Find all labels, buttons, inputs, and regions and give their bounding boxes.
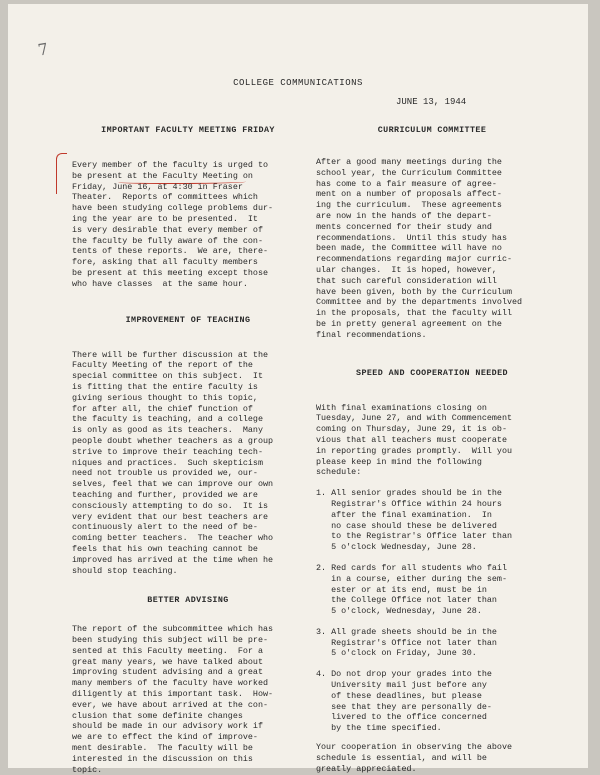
text-line: schedule is essential, and will be bbox=[316, 752, 487, 763]
text-line: ment on a number of proposals affect- bbox=[316, 189, 502, 200]
text-line: With final examinations closing on bbox=[316, 402, 487, 413]
text-line: we are to effect the kind of improve- bbox=[72, 732, 258, 743]
text-line: topic. bbox=[72, 764, 103, 775]
text-line: are now in the hands of the depart- bbox=[316, 210, 492, 221]
text-line: University mail just before any bbox=[316, 680, 487, 691]
text-line: diligently at this important task. How- bbox=[72, 689, 274, 700]
text-line: recommendations. Until this study has bbox=[316, 232, 507, 243]
text-line: be present at the Faculty Meeting on bbox=[72, 170, 253, 181]
text-line: should stop teaching. bbox=[72, 565, 178, 576]
text-line: 4. Do not drop your grades into the bbox=[316, 669, 492, 680]
text-line: livered to the office concerned bbox=[316, 712, 487, 723]
text-line: 3. All grade sheets should be in the bbox=[316, 626, 497, 637]
text-line: 5 o'clock on Friday, June 30. bbox=[316, 648, 477, 659]
text-line: 1. All senior grades should be in the bbox=[316, 488, 502, 499]
red-pencil-bracket bbox=[56, 153, 67, 194]
text-line: to the Registrar's Office later than bbox=[316, 531, 513, 542]
text-line: vious that all teachers must cooperate bbox=[316, 434, 507, 445]
section-heading-better-advising: BETTER ADVISING bbox=[147, 595, 229, 606]
text-line: Tuesday, June 27, and with Commencement bbox=[316, 413, 513, 424]
text-line: Every member of the faculty is urged to bbox=[72, 160, 269, 170]
text-line: strive to improve their teaching tech- bbox=[72, 446, 263, 457]
text-line: improved has arrived at the time when he bbox=[72, 554, 274, 565]
text-line: Friday, June 16, at 4:30 in Fraser bbox=[72, 181, 243, 192]
text-line: There will be further discussion at the bbox=[72, 349, 269, 360]
text-line: is very desirable that every member of bbox=[72, 224, 263, 235]
text-line: in a course, either during the sem- bbox=[316, 573, 507, 584]
text-line: for after all, the chief function of bbox=[72, 403, 253, 414]
text-line: Theater. Reports of committees which bbox=[72, 192, 258, 203]
text-line: been studying this subject will be pre- bbox=[72, 635, 269, 646]
text-line: greatly appreciated. bbox=[316, 763, 417, 774]
right-column bbox=[316, 124, 548, 774]
text-line: the College Office not later than bbox=[316, 595, 497, 606]
text-line: Faculty Meeting of the report of the bbox=[72, 360, 253, 371]
text-line: coming better teachers. The teacher who bbox=[72, 533, 274, 544]
left-column bbox=[72, 124, 304, 775]
text-line: recommendations regarding major curric- bbox=[316, 254, 513, 265]
memo-page bbox=[8, 4, 588, 775]
text-line: Your cooperation in observing the above bbox=[316, 742, 513, 753]
text-line: is fitting that the entire faculty is bbox=[72, 381, 258, 392]
section-heading-faculty-meeting: IMPORTANT FACULTY MEETING FRIDAY bbox=[101, 125, 275, 135]
text-line: in the proposals, that the faculty will bbox=[316, 308, 513, 319]
text-line: 2. Red cards for all students who fail bbox=[316, 562, 507, 573]
text-line: selves, feel that we can improve our own bbox=[72, 479, 274, 490]
text-line: ester or at its end, must be in bbox=[316, 584, 487, 595]
text-line: should be made in our advisory work if bbox=[72, 721, 263, 732]
text-line: ment desirable. The faculty will be bbox=[72, 743, 253, 754]
text-line: Registrar's Office not later than bbox=[316, 637, 497, 648]
text-line: great many years, we have talked about bbox=[72, 656, 263, 667]
text-line: the faculty be fully aware of the con- bbox=[72, 235, 263, 246]
text-line: by the time specified. bbox=[316, 723, 442, 734]
text-line: interested in the discussion on this bbox=[72, 753, 253, 764]
text-line: no case should these be delivered bbox=[316, 520, 497, 531]
schedule-item-2 bbox=[316, 563, 548, 617]
text-line: be present at this meeting except those bbox=[72, 267, 269, 278]
section-body-improvement-of-teaching bbox=[72, 350, 304, 577]
handwritten-margin-mark: 7 bbox=[36, 39, 50, 60]
text-line: have been given, both by the Curriculum bbox=[316, 286, 513, 297]
text-line: clusion that some definite changes bbox=[72, 710, 243, 721]
section-body-faculty-meeting bbox=[72, 160, 304, 290]
text-line: has come to a fair measure of agree- bbox=[316, 178, 497, 189]
text-line: coming on Thursday, June 29, it is ob- bbox=[316, 424, 507, 435]
text-line: 5 o'clock Wednesday, June 28. bbox=[316, 542, 477, 553]
text-line: sented at this Faculty meeting. For a bbox=[72, 645, 263, 656]
newsletter-title: COLLEGE COMMUNICATIONS bbox=[233, 78, 363, 88]
text-line: ments concerned for their study and bbox=[316, 221, 492, 232]
speed-intro bbox=[316, 403, 548, 479]
text-line: ular changes. It is hoped, however, bbox=[316, 264, 497, 275]
text-line: after the final examination. In bbox=[316, 509, 492, 520]
text-line: fore, asking that all faculty members bbox=[72, 257, 258, 268]
text-line: improving student advising and a great bbox=[72, 667, 263, 678]
text-line: school year, the Curriculum Committee bbox=[316, 167, 502, 178]
newsletter-date: JUNE 13, 1944 bbox=[396, 97, 467, 107]
section-heading-curriculum-committee: CURRICULUM COMMITTEE bbox=[377, 125, 487, 135]
section-body-curriculum-committee bbox=[316, 157, 548, 341]
section-heading-improvement-of-teaching: IMPROVEMENT OF TEACHING bbox=[125, 314, 251, 325]
text-line: of these deadlines, but please bbox=[316, 690, 482, 701]
text-line: teaching and further, provided we are bbox=[72, 489, 258, 500]
text-line: final recommendations. bbox=[316, 329, 427, 340]
text-line: see that they are personally de- bbox=[316, 701, 492, 712]
text-line: please keep in mind the following bbox=[316, 456, 482, 467]
text-line: feels that his own teaching cannot be bbox=[72, 543, 258, 554]
text-line: niques and practices. Such skepticism bbox=[72, 457, 263, 468]
schedule-item-4 bbox=[316, 669, 548, 734]
text-line: very evident that our best teachers are bbox=[72, 511, 269, 522]
text-line: giving serious thought to this topic, bbox=[72, 392, 258, 403]
text-line: in reporting grades promptly. Will you bbox=[316, 445, 513, 456]
text-line: people doubt whether teachers as a group bbox=[72, 435, 274, 446]
text-line: be in pretty general agreement on the bbox=[316, 318, 502, 329]
text-line: special committee on this subject. It bbox=[72, 371, 263, 382]
text-line: many members of the faculty have worked bbox=[72, 678, 269, 689]
text-line: The report of the subcommittee which has bbox=[72, 624, 274, 635]
text-line: been made, the Committee will have no bbox=[316, 243, 502, 254]
text-line: need not trouble us provided we, our- bbox=[72, 468, 258, 479]
text-line: have been studying college problems dur- bbox=[72, 203, 274, 214]
closing-note bbox=[316, 742, 548, 774]
text-line: Committee and by the departments involved bbox=[316, 297, 523, 308]
text-line: that such careful consideration will bbox=[316, 275, 497, 286]
text-line: After a good many meetings during the bbox=[316, 157, 502, 167]
text-line: Registrar's Office within 24 hours bbox=[316, 498, 502, 509]
text-line: schedule: bbox=[316, 467, 362, 478]
text-line: tents of these reports. We are, there- bbox=[72, 246, 269, 257]
text-line: is only as good as its teachers. Many bbox=[72, 425, 263, 436]
schedule-item-1 bbox=[316, 488, 548, 553]
schedule-item-3 bbox=[316, 627, 548, 659]
text-line: consciously attempting to do so. It is bbox=[72, 500, 269, 511]
text-line: 5 o'clock, Wednesday, June 28. bbox=[316, 606, 482, 617]
section-heading-speed-and-cooperation: SPEED AND COOPERATION NEEDED bbox=[356, 367, 508, 378]
text-line: who have classes at the same hour. bbox=[72, 278, 248, 289]
text-line: ing the curriculum. These agreements bbox=[316, 200, 502, 211]
text-line: ever, we have about arrived at the con- bbox=[72, 699, 269, 710]
text-line: continuously alert to the need of be- bbox=[72, 522, 258, 533]
section-body-better-advising bbox=[72, 624, 304, 775]
text-line: ing the year are to be presented. It bbox=[72, 213, 258, 224]
text-line: the faculty is teaching, and a college bbox=[72, 414, 263, 425]
